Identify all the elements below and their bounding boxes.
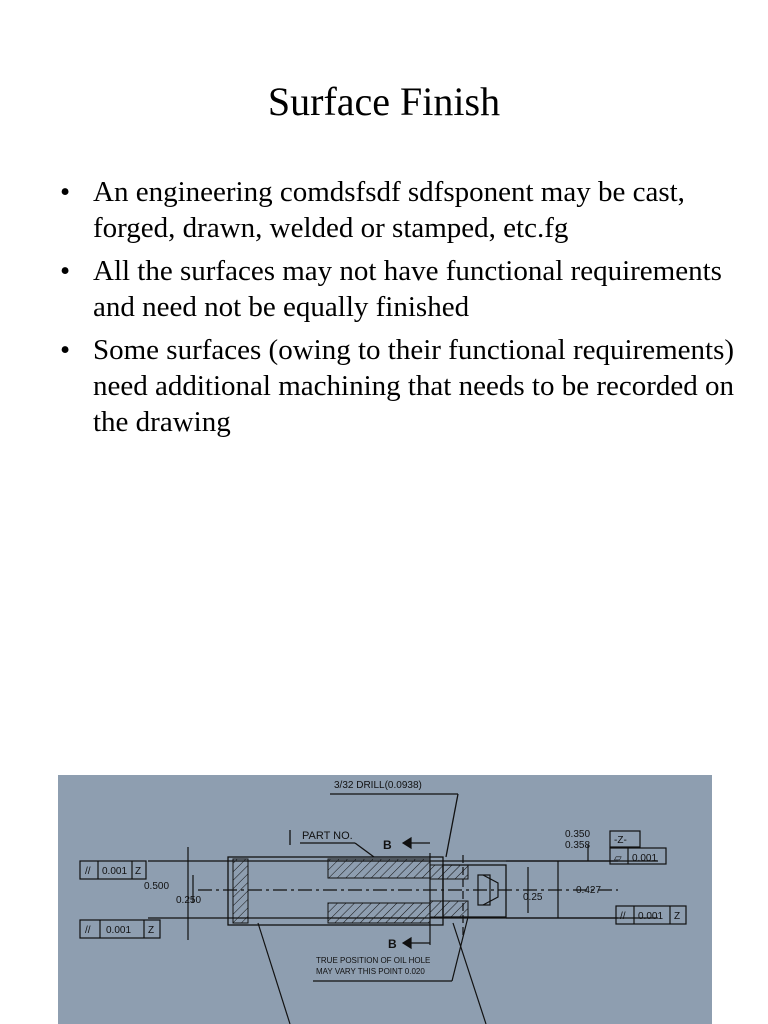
drill-leader-line [446, 794, 458, 857]
engineering-drawing [58, 775, 712, 1024]
fcf-left-bottom-value: 0.001 [106, 925, 132, 936]
oil-hole-note-line2: MAY VARY THIS POINT 0.020 [316, 967, 425, 976]
lower-leader [453, 923, 486, 1024]
bullet-marker: • [60, 334, 71, 366]
drill-note: 3/32 DRILL(0.0938) [334, 780, 422, 791]
hatch-bottom [328, 903, 430, 923]
dim-025: 0.25 [523, 892, 543, 903]
bullet-marker: • [60, 176, 71, 208]
datum-z-label: -Z- [614, 835, 627, 846]
fcf-flatness-symbol: ▱ [614, 853, 622, 864]
fcf-right-bottom-value: 0.001 [638, 911, 664, 922]
part-no-label: PART NO. [302, 830, 353, 842]
section-label-bottom: B [388, 937, 397, 951]
slide-title: Surface Finish [267, 79, 501, 124]
dim-0358: 0.358 [565, 840, 591, 851]
oil-hole-note-line1: TRUE POSITION OF OIL HOLE [316, 956, 431, 965]
fcf-left-top-value: 0.001 [102, 866, 128, 877]
fcf-flatness-value: 0.001 [632, 853, 658, 864]
fcf-right-bottom-symbol: // [620, 911, 626, 922]
bullet-item [60, 332, 750, 440]
dim-0427: 0.427 [576, 885, 602, 896]
section-arrowhead-bottom [403, 938, 411, 948]
bullet-text: All the surfaces may not have functional requirements and need not be equally finished [93, 255, 722, 323]
hatched-regions [233, 859, 468, 923]
fcf-left-bottom-datum: Z [148, 925, 155, 936]
bullet-marker: • [60, 255, 71, 287]
fcf-right-bottom-datum: Z [674, 911, 681, 922]
hatch-top [328, 859, 430, 878]
engineering-drawing-photo [58, 775, 712, 1024]
fcf-left-bottom-symbol: // [85, 925, 91, 936]
dim-0500: 0.500 [144, 881, 170, 892]
bullet-text: Some surfaces (owing to their functional requirements) need additional machining that needs to be recorded on the drawing [93, 334, 735, 438]
bullet-text: An engineering comdsfsdf sdfsponent may be cast, forged, drawn, welded or stamped, etc.fg [93, 176, 685, 244]
section-arrowhead-top [403, 838, 411, 848]
fcf-left-top-datum: Z [135, 866, 142, 877]
bullet-list [60, 174, 750, 447]
lower-leader [258, 923, 290, 1024]
part-no-leader [355, 843, 374, 857]
hatch-right-bottom [430, 901, 468, 917]
fcf-left-top-symbol: // [85, 866, 91, 877]
hatch-left [233, 859, 248, 923]
dim-0350: 0.350 [565, 829, 591, 840]
hatch-right-top [430, 865, 468, 879]
bullet-item [60, 174, 750, 246]
section-label-top: B [383, 838, 392, 852]
dim-0250: 0.250 [176, 895, 202, 906]
bullet-item [60, 253, 750, 325]
